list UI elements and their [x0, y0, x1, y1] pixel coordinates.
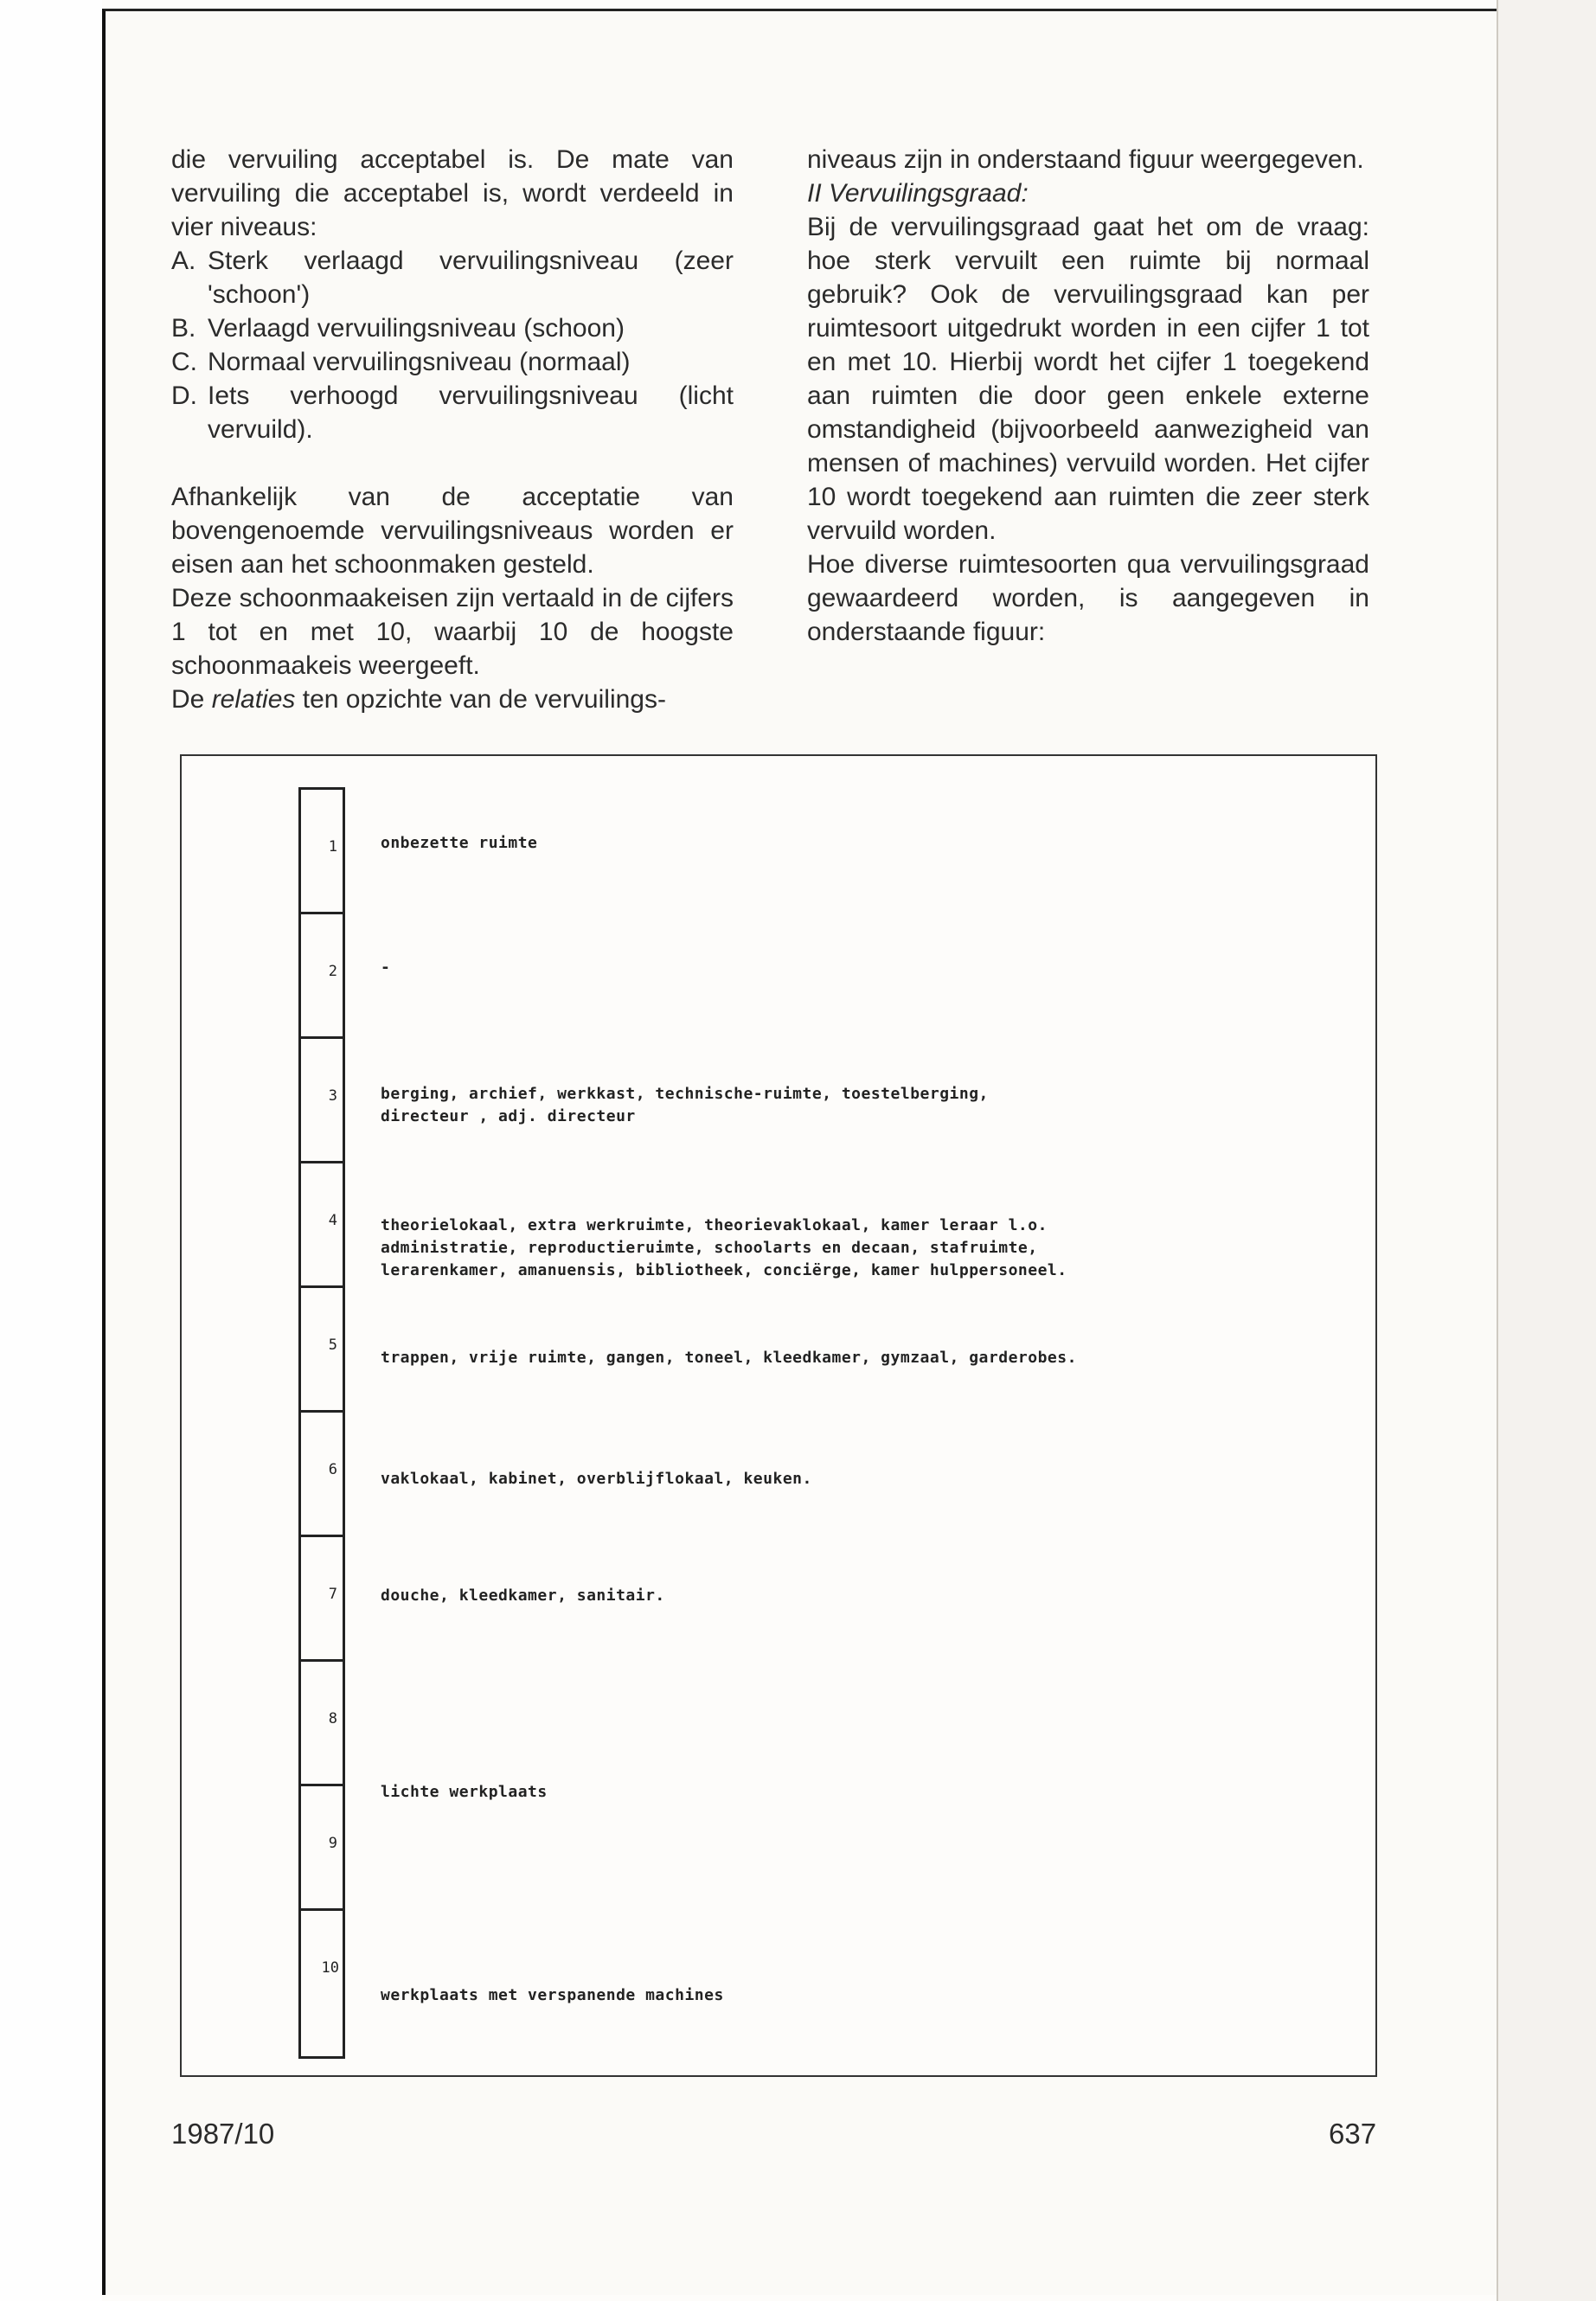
- grade-8-9-rooms: lichte werkplaats: [381, 1783, 548, 1801]
- issue-number: 1987/10: [171, 2118, 275, 2150]
- level-text: Iets verhoogd vervuilingsniveau (licht vervuild).: [208, 381, 734, 444]
- level-item-d: [171, 379, 734, 446]
- right-column: [807, 143, 1369, 649]
- level-item-a: [171, 244, 734, 311]
- cleaning-demands-paragraph: Deze schoonmaakeisen zijn vertaald in de cijfers 1 tot en met 10, waarbij 10 de hoogste schoonmaakeis weergeeft.: [171, 584, 734, 680]
- section-heading: [807, 176, 1369, 210]
- scale-number: 5: [328, 1336, 337, 1354]
- page-number: 637: [1329, 2118, 1377, 2150]
- relations-prefix: De: [171, 685, 212, 714]
- level-item-c: [171, 345, 734, 379]
- grade-7-rooms: douche, kleedkamer, sanitair.: [381, 1586, 665, 1605]
- grade-1-rooms: onbezette ruimte: [381, 834, 538, 852]
- scale-cell: [301, 1911, 343, 2035]
- paragraph-spacer: [171, 446, 734, 480]
- scale-number: 2: [328, 963, 337, 980]
- scale-number: 7: [328, 1586, 337, 1603]
- relations-emphasis: relaties: [211, 685, 296, 714]
- level-text: Normaal vervuilingsniveau (normaal): [208, 348, 631, 376]
- grade-4-rooms: theorielokaal, extra werkruimte, theorievaklokaal, kamer leraar l.o. administratie, reproductieruimte, schoolarts en decaan, stafruimte, lerarenkamer, amanuensis, bibliotheek, conciërge, kamer hulppersoneel.: [381, 1216, 1067, 1279]
- scale-cell: [301, 1413, 343, 1537]
- pollution-scale-figure: [180, 754, 1377, 2077]
- figure-reference-paragraph: niveaus zijn in onderstaand figuur weergegeven.: [807, 145, 1364, 174]
- scan-margin-right: [1497, 0, 1596, 2301]
- scale-number: 6: [328, 1461, 337, 1478]
- scale-number: 10: [321, 1959, 339, 1977]
- figure-intro-paragraph: Hoe diverse ruimtesoorten qua vervuilingsgraad gewaardeerd worden, is aangegeven in onderstaande figuur:: [807, 550, 1369, 646]
- grade-6-rooms: vaklokaal, kabinet, overblijflokaal, keuken.: [381, 1470, 812, 1488]
- level-letter: B.: [171, 314, 196, 343]
- left-column: [171, 143, 734, 716]
- grade-3-rooms: berging, archief, werkkast, technische-ruimte, toestelberging, directeur , adj. directeur: [381, 1085, 989, 1125]
- relations-paragraph: [171, 683, 734, 716]
- level-text: Verlaagd vervuilingsniveau (schoon): [208, 314, 625, 343]
- scale-cell: [301, 1662, 343, 1786]
- scale-cell: [301, 1786, 343, 1911]
- scale-cell: [301, 1288, 343, 1413]
- level-letter: C.: [171, 348, 197, 376]
- grade-5-rooms: trappen, vrije ruimte, gangen, toneel, kleedkamer, gymzaal, garderobes.: [381, 1349, 1077, 1367]
- section-heading-text: II Vervuilingsgraad:: [807, 179, 1029, 208]
- intro-paragraph: die vervuiling acceptabel is. De mate van vervuiling die acceptabel is, wordt verdeeld in vier niveaus:: [171, 145, 734, 241]
- level-letter: D.: [171, 381, 197, 410]
- scale-cell: [301, 1163, 343, 1288]
- grade-scale: [298, 787, 345, 2059]
- scan-margin-left: [0, 0, 102, 2301]
- scale-cell: [301, 790, 343, 914]
- scale-cell: [301, 914, 343, 1039]
- grade-2-rooms: -: [381, 958, 391, 977]
- relations-suffix: ten opzichte van de vervuilings-: [295, 685, 666, 714]
- level-item-b: [171, 311, 734, 345]
- scale-cell: [301, 1039, 343, 1163]
- scale-number: 9: [328, 1835, 337, 1852]
- grade-10-rooms: werkplaats met verspanende machines: [381, 1986, 724, 2004]
- scale-cell: [301, 1537, 343, 1662]
- scale-number: 3: [328, 1087, 337, 1105]
- scale-number: 1: [328, 838, 337, 856]
- scale-number: 4: [328, 1212, 337, 1229]
- level-text: Sterk verlaagd vervuilingsniveau (zeer 'schoon'): [208, 247, 734, 309]
- scale-number: 8: [328, 1710, 337, 1727]
- pollution-degree-paragraph: Bij de vervuilingsgraad gaat het om de vraag: hoe sterk vervuilt een ruimte bij normaal gebruik? Ook de vervuilingsgraad kan per ruimtesoort uitgedrukt worden in een cijfer 1 tot en met 10. Hierbij wordt het cijfer 1 toegekend aan ruimten die door geen enkele externe omstandigheid (bijvoorbeeld aanwezigheid van mensen of machines) vervuild worden. Het cijfer 10 wordt toegekend aan ruimten die zeer sterk vervuild worden.: [807, 213, 1369, 545]
- acceptance-paragraph: Afhankelijk van de acceptatie van bovengenoemde vervuilingsniveaus worden er eisen aan het schoonmaken gesteld.: [171, 483, 734, 579]
- level-letter: A.: [171, 247, 196, 275]
